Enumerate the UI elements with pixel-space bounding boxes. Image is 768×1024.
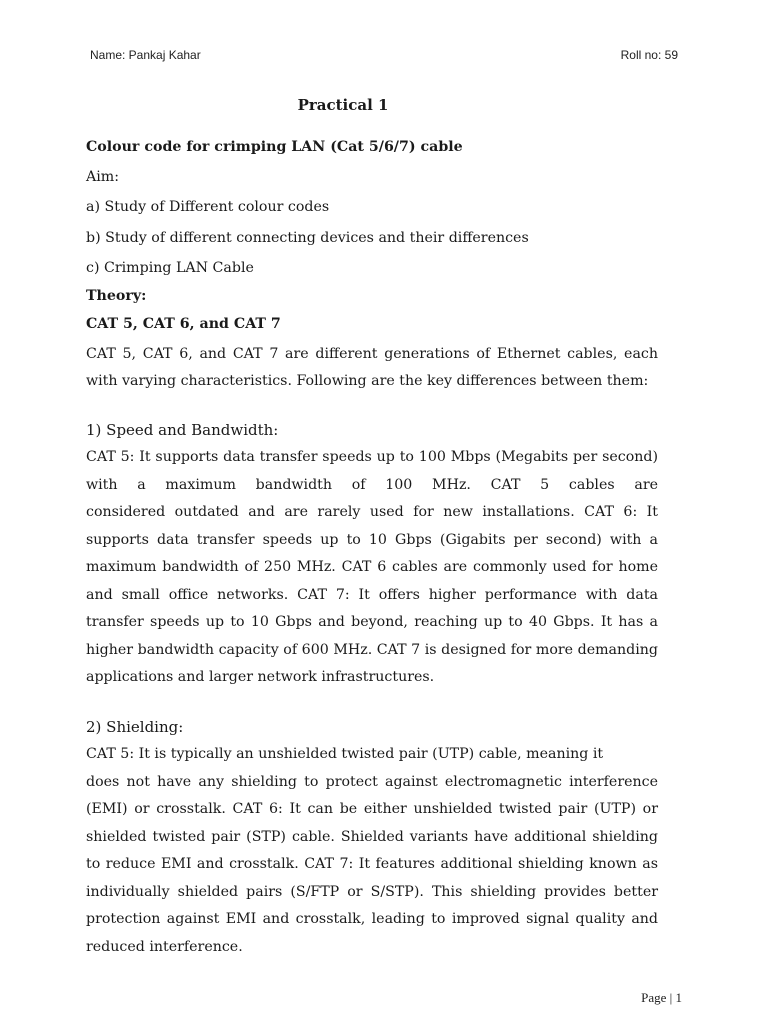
document-body [86, 134, 658, 961]
roll-number: Roll no: 59 [620, 48, 678, 62]
theory-label: Theory: [86, 287, 147, 304]
practical-title: Practical 1 [297, 96, 389, 114]
document-heading: Colour code for crimping LAN (Cat 5/6/7) cable [86, 139, 463, 155]
aim-item-b: b) Study of different connecting devices and their differences [86, 229, 529, 246]
aim-label: Aim: [86, 168, 120, 185]
aim-item-c: c) Crimping LAN Cable [86, 260, 254, 276]
aim-item-a: a) Study of Different colour codes [86, 199, 330, 215]
intro-paragraph: CAT 5, CAT 6, and CAT 7 are different generations of Ethernet cables, each with varying characteristics. Following are the key differences between them: [86, 345, 658, 389]
section1-paragraph: considered outdated and are rarely used for new installations. CAT 6: It supports data transfer speeds up to 10 Gbps (Gigabits per second) with a maximum bandwidth of 250 MHz. CAT 6 cables are commonly used for home and small office networks. CAT 7: It offers higher performance with data transfer speeds up to 10 Gbps and beyond, reaching up to 40 Gbps. It has a higher bandwidth capacity of 600 MHz. CAT 7 is designed for more demanding applications and larger network infrastructures. [86, 504, 658, 685]
section1-first-line: CAT 5: It supports data transfer speeds up to 100 Mbps (Megabits per second) with a maximum bandwidth of 100 MHz. CAT 5 cables are [86, 449, 658, 493]
student-name: Name: Pankaj Kahar [90, 48, 201, 62]
section2-title: 2) Shielding: [86, 717, 184, 736]
subheading: CAT 5, CAT 6, and CAT 7 [86, 316, 281, 332]
page-number: Page | 1 [641, 990, 682, 1005]
section2-first-line: CAT 5: It is typically an unshielded twisted pair (UTP) cable, meaning it [86, 746, 604, 762]
section2-paragraph: does not have any shielding to protect against electromagnetic interference (EMI) or crosstalk. CAT 6: It can be either unshielded twisted pair (UTP) or shielded twisted pair (STP) cable. Shielded variants have additional shielding to reduce EMI and crosstalk. CAT 7: It features additional shielding known as individually shielded pairs (S/FTP or S/STP). This shielding provides better protection against EMI and crosstalk, leading to improved signal quality and reduced interference. [86, 773, 658, 955]
section1-title: 1) Speed and Bandwidth: [86, 420, 279, 439]
